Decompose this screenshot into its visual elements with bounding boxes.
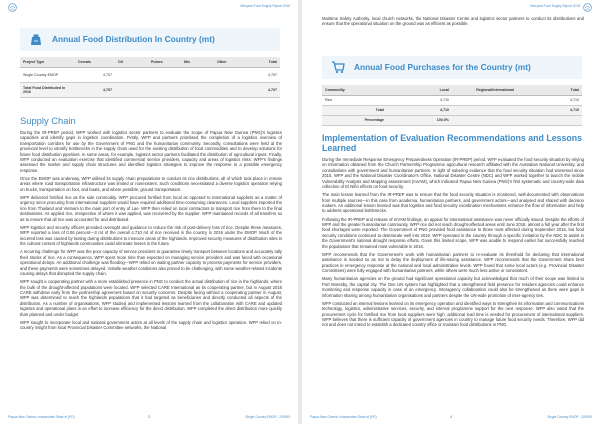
paragraph: WFP conducted an internal lessons learned on its emergency operation and identified ways to strengthen its information and communications technology, logistics, administrative services, security, and internal programme support for the next response. WFP also noted that the procurement cycle for fortified rice from local suppliers were high; additional lead time is needed for procurement of international suppliers. WFP believes that there is sufficient capacity of government agencies in country to manage future food security needs. Therefore, WFP did not and does not intend to establish a dedicated country office or maintain food distributions in PNG. — [322, 300, 584, 328]
table-cell: 4,710 — [517, 105, 582, 115]
left-page — [0, 0, 298, 424]
page-number: 3 — [148, 415, 150, 419]
table-cell: Total Food Distributed In 2016 — [20, 82, 75, 97]
paragraph: Following the IR-PREP and release of mVAM findings, an appeal for international assistance was never officially issued. Despite the efforts of WFP and the greater humanitarian community, WFP rice did not reach drought-affected areas until June 2016, almost a full year after the first food shortages were reported. The Government of PNG provided food assistance to those most affected during September 2015, but food security conditions continued to deteriorate well into 2016. WFP operated in the country through a specific invitation by the NDC to assist in the Government's national drought response efforts. Given this limited scope, WFP was unable to respond earlier but successfully reached the populations that remained most vulnerable in 2016. — [322, 216, 584, 249]
table-cell: 4,710 — [517, 95, 582, 105]
table-cell — [214, 67, 247, 82]
paragraph: WFP sought a cooperating partner with a more established presence in PNG to conduct the actual distribution of rice in the highlands, where the bulk of the drought-affected populations were located. WFP selected CARE International as its cooperating partner, but in August 2016 CARE withdrew early from the partnership agreement based on security concerns. Despite facing without a cooperating partner in August, WFP was determined to reach the highlands populations that it had targeted as beneficiaries and directly conducted all aspects of the distribution. As a number of organisations, WFP studied and implemented lessons learned from the collaboration with CARE and updated logistics and operational plans in an effort to increase efficiency for the direct distribution. WFP completed the direct distribution more quickly than planned and under budget. — [20, 279, 282, 317]
footer-project: Single Country EMOP - 200993 — [547, 415, 592, 419]
column-header: Local — [387, 85, 452, 95]
supply-chain-heading: Supply Chain — [20, 115, 76, 126]
footer-project: Single Country EMOP - 200993 — [245, 415, 290, 419]
food-distribution-table — [20, 57, 280, 98]
table-cell — [181, 82, 214, 97]
column-header: Project Type — [20, 57, 75, 67]
supply-chain-text — [20, 130, 282, 333]
lessons-learned-text — [322, 157, 584, 331]
page-header — [0, 3, 298, 13]
table-cell — [452, 115, 517, 125]
page-header — [302, 3, 600, 13]
column-header: Total — [517, 85, 582, 95]
paragraph: WFP logistics and security officers provided oversight and guidance to reduce the risk of post-delivery loss of rice. Despite these measures, WFP reported a loss of 0.06 percent—3 mt of the overall 4,710 mt of rice received in the country in 2016 under the EMOP. Much of the incurred loss was caused by looting during distributions to insecure areas of the highlands. Improved security measures of distribution sites in the cultural context of highlands communities could eliminate losses in the future. — [20, 224, 282, 247]
table-cell: 4,707 — [247, 82, 280, 97]
table-header-row — [322, 85, 582, 95]
right-page — [302, 0, 600, 424]
shopping-cart-icon — [331, 60, 345, 74]
lessons-learned-heading: Implementation of Evaluation Recommendations and Lessons Learned — [322, 133, 583, 154]
table-cell — [148, 82, 181, 97]
paragraph: During the IR-PREP period, WFP worked with logistics sector partners to evaluate the scope of Papua New Guinea (PNG)'s logistics capacities and identify gaps in logistics coordination. Firstly, WFP and partners prioritised the completion of a logistics overview of transportation corridors for use by the Government of PNG and the humanitarian community. Secondly, consultations were held at the provincial level to identify bottlenecks in the supply chain used for the existing distribution of food commodities and to develop solutions for future food distribution pipelines. In some areas, for example, logistics sector partners facilitated the distribution of agricultural inputs. Finally, WFP conducted an evaluation exercise that identified commercial service providers, capacity and areas of logistics risks. WFP's findings assessed the market and supply chain structures and identified logistics strategies to improve the response to a possible emergency response. — [20, 130, 282, 173]
table-cell: 4,710 — [387, 105, 452, 115]
table-cell — [115, 67, 148, 82]
table-row — [20, 82, 280, 97]
table-cell: 4,707 — [75, 67, 115, 82]
column-header: Commodity — [322, 85, 387, 95]
column-header: Pulses — [148, 57, 181, 67]
paragraph: During the Immediate Response Emergency Preparedness Operation (IR-PREP) period, WFP evaluated the food security situation by relying on information obtained from the Church Partnership Programme agricultural research affiliated with the Australian National University, and consultations with government and humanitarian partners. In light of sobering evidence that the food security situation had worsened since 2015, WFP and the National Disaster Coordinator's Office, National Disaster Centre (NDC) and WFP worked together to launch the mobile Vulnerability Analysis and Mapping assessment (mVAM), which indicated Papua New Guinea (PNG)'s first systematic and country-wide data collection of El Niño effects on food security. — [322, 157, 584, 190]
table-header-row — [20, 57, 280, 67]
table-cell — [148, 67, 181, 82]
footer-country: Papua New Guinea, Independent State of (PG) — [8, 415, 75, 419]
wheat-sack-icon — [29, 32, 43, 46]
table-cell: 100.0% — [387, 115, 452, 125]
table-cell: Percentage — [322, 115, 387, 125]
table-cell — [181, 67, 214, 82]
wfp-logo-icon — [8, 3, 17, 12]
column-header: Other — [214, 57, 247, 67]
table-cell — [452, 95, 517, 105]
table-row — [322, 115, 582, 125]
table-cell: 4,710 — [387, 95, 452, 105]
column-header: Cereals — [75, 57, 115, 67]
table-cell: 4,707 — [247, 67, 280, 82]
food-distribution-banner — [20, 28, 280, 51]
table-cell — [115, 82, 148, 97]
paragraph: WFP recommends that the Government's work with humanitarian partners to re-evaluate its threshold for declaring that international assistance is needed so as not to delay the deployment of life-saving assistance. WFP recommends that the Government share best practices in emergency response at the national and local administrative levels. WFP found that some local actors (e.g. Provincial Disaster Committees) were fully engaged with humanitarian partners, while others were much less active or nonexistent. — [322, 251, 584, 274]
footer-country: Papua New Guinea, Independent State of (PG) — [310, 415, 377, 419]
page-number: 4 — [450, 415, 452, 419]
wfp-logo-icon — [583, 3, 592, 12]
food-purchases-table — [322, 85, 582, 126]
food-purchases-banner — [322, 56, 582, 79]
table-cell — [452, 105, 517, 115]
banner-title: Annual Food Distribution In Country (mt) — [52, 34, 215, 44]
paragraph: The main lesson learned from the IR-PREP was to ensure that the food security situation is monitored, well-documented with observations from multiple sources—in this case from academia, humanitarian partners, and government actors—and analysed and shared with decision makers. An additional lesson learned was that logistics and food security coordination mechanisms enhance the flow of information and help to address operational bottlenecks. — [322, 192, 584, 214]
column-header: Regional/International — [452, 85, 517, 95]
column-header: Total — [247, 57, 280, 67]
paragraph: WFP delivered fortified rice as the sole commodity. WFP procured fortified from local as opposed to international suppliers as a matter of urgency since procuring from international suppliers would have required additional time-consuming clearances. Local suppliers imported the rice from Thailand and Vietnam to the main port of entry of Lae. WFP then relied on local contractors to transport rice from there to the final destinations. As applied rice, irrespective of where it was applied, was recovered by the supplier. WFP maintained records of all transfers so as to ensure that all rice was accounted for and distributed. — [20, 195, 282, 222]
paragraph: Many humanitarian agencies on the ground had significant operational capacity but acknowledged that much of their scope was limited to Port Moresby, the capital city. The One UN system has highlighted that a strengthened field presence for resident agencies could enhance monitoring and response capacity in case of an emergency. Interagency collaboration could also be strengthened as there were gaps in information sharing among humanitarian organisations and partners despite the UN-wide promotion of inter-agency ties. — [322, 276, 584, 298]
page-footer — [8, 415, 290, 421]
table-cell — [214, 82, 247, 97]
column-header: Oil — [115, 57, 148, 67]
table-cell: Total — [322, 105, 387, 115]
table-cell: Rice — [322, 95, 387, 105]
table-row — [322, 105, 582, 115]
table-row — [322, 95, 582, 105]
paragraph: Once the EMOP was underway, WFP utilised its supply chain preparations to conduct its rice distributions, all of which took place in remote areas where road transportation infrastructure was limited or nonexistent. Such conditions necessitated a diverse logistics operation relying on trucks, transportation on foot, and boats, and where possible, ground transportation. — [20, 176, 282, 192]
table-cell — [517, 115, 582, 125]
banner-title: Annual Food Purchases for the Country (mt) — [354, 62, 531, 72]
continued-text — [322, 16, 584, 30]
report-title: Mid-year Food Supply Report 2018 — [240, 4, 290, 8]
table-cell: Single Country EMOP — [20, 67, 75, 82]
table-row — [20, 67, 280, 82]
report-title: Mid-year Food Supply Report 2018 — [530, 4, 580, 8]
paragraph: WFP sought to incorporate local and national government actors at all levels of the supply chain and logistics operation. WFP relied on in-country insight from local Provincial Disaster Committee networks, the National — [20, 319, 282, 331]
paragraph: A recurring challenge for WFP was the poor capacity of service providers to guarantee timely transport between locations and accurately tally their stocks of rice. As a consequence, WFP spent more time than expected on managing service providers and was faced with occasional operational delays. An additional challenge was flooding—WFP relied on waiting partner capacity to process payments for service providers, and these payments were sometimes delayed. Volatile weather conditions also proved to be challenging, with some weather-related incidents causing delays that disrupted the supply chain. — [20, 249, 282, 276]
page-footer — [310, 415, 592, 421]
column-header: Mix — [181, 57, 214, 67]
table-cell: 4,707 — [75, 82, 115, 97]
paragraph: Maritime Safety Authority, local church networks, the National Disaster Centre and logistics sector partners to conduct its distributions and ensure that the operational situation on the ground was as efficient as possible. — [322, 16, 584, 27]
